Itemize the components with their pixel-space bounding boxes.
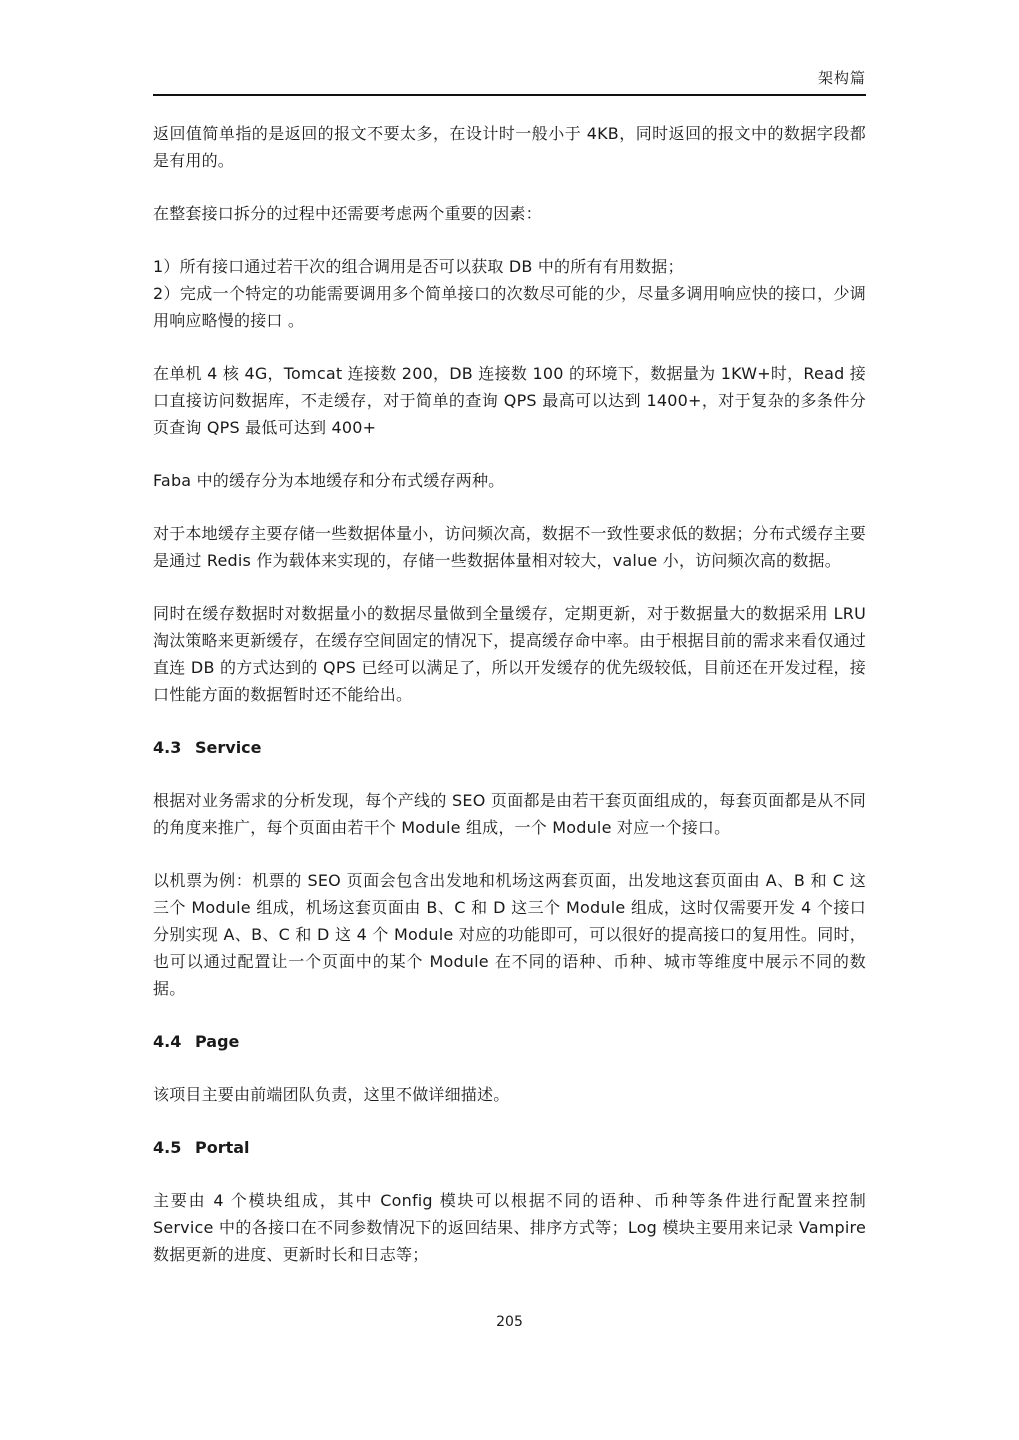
section-number: 4.5	[153, 1138, 182, 1157]
paragraph-factors-intro: 在整套接口拆分的过程中还需要考虑两个重要的因素：	[153, 204, 542, 223]
section-title: Page	[195, 1032, 240, 1051]
section-heading-page	[153, 1028, 866, 1055]
paragraph-cache-detail: 对于本地缓存主要存储一些数据体量小，访问频次高，数据不一致性要求低的数据；分布式缓存主要是通过 Redis 作为载体来实现的，存储一些数据体量相对较大，value 小，访问频次高的数据。	[153, 524, 866, 570]
section-heading-portal	[153, 1134, 866, 1161]
header-rule	[153, 94, 866, 96]
list-item: 2）完成一个特定的功能需要调用多个简单接口的次数尽可能的少，尽量多调用响应快的接口，少调用响应略慢的接口 。	[153, 284, 866, 330]
paragraph-cache-strategy: 同时在缓存数据时对数据量小的数据尽量做到全量缓存，定期更新，对于数据量大的数据采用 LRU 淘汰策略来更新缓存，在缓存空间固定的情况下，提高缓存命中率。由于根据目前的需求来看仅通过直连 DB 的方式达到的 QPS 已经可以满足了，所以开发缓存的优先级较低，目前还在开发过程，接口性能方面的数据暂时还不能给出。	[153, 604, 866, 704]
page-number: 205	[496, 1314, 523, 1330]
running-header: 架构篇	[817, 69, 866, 87]
paragraph-portal: 主要由 4 个模块组成，其中 Config 模块可以根据不同的语种、币种等条件进行配置来控制 Service 中的各接口在不同参数情况下的返回结果、排序方式等；Log 模块主要用来记录 Vampire 数据更新的进度、更新时长和日志等；	[153, 1191, 866, 1264]
section-title: Service	[195, 738, 262, 757]
factor-list	[153, 253, 866, 334]
section-title: Portal	[195, 1138, 250, 1157]
section-number: 4.4	[153, 1032, 182, 1051]
paragraph-return-value: 返回值简单指的是返回的报文不要太多，在设计时一般小于 4KB，同时返回的报文中的数据字段都是有用的。	[153, 124, 866, 170]
paragraph-service-example: 以机票为例：机票的 SEO 页面会包含出发地和机场这两套页面，出发地这套页面由 A、B 和 C 这三个 Module 组成，机场这套页面由 B、C 和 D 这三个 Module 组成，这时仅需要开发 4 个接口分别实现 A、B、C 和 D 这 4 个 Module 对应的功能即可，可以很好的提高接口的复用性。同时，也可以通过配置让一个页面中的某个 Module 在不同的语种、币种、城市等维度中展示不同的数据。	[153, 871, 866, 998]
paragraph-service-analysis: 根据对业务需求的分析发现，每个产线的 SEO 页面都是由若干套页面组成的，每套页面都是从不同的角度来推广，每个页面由若干个 Module 组成，一个 Module 对应一个接口。	[153, 791, 866, 837]
section-heading-service	[153, 734, 866, 761]
paragraph-page: 该项目主要由前端团队负责，这里不做详细描述。	[153, 1085, 510, 1104]
paragraph-performance: 在单机 4 核 4G，Tomcat 连接数 200，DB 连接数 100 的环境下，数据量为 1KW+时，Read 接口直接访问数据库，不走缓存，对于简单的查询 QPS 最高可以达到 1400+，对于复杂的多条件分页查询 QPS 最低可达到 400+	[153, 364, 866, 437]
page-content	[153, 120, 866, 1294]
paragraph-cache-types: Faba 中的缓存分为本地缓存和分布式缓存两种。	[153, 471, 505, 490]
list-item: 1）所有接口通过若干次的组合调用是否可以获取 DB 中的所有有用数据；	[153, 257, 684, 276]
section-number: 4.3	[153, 738, 182, 757]
